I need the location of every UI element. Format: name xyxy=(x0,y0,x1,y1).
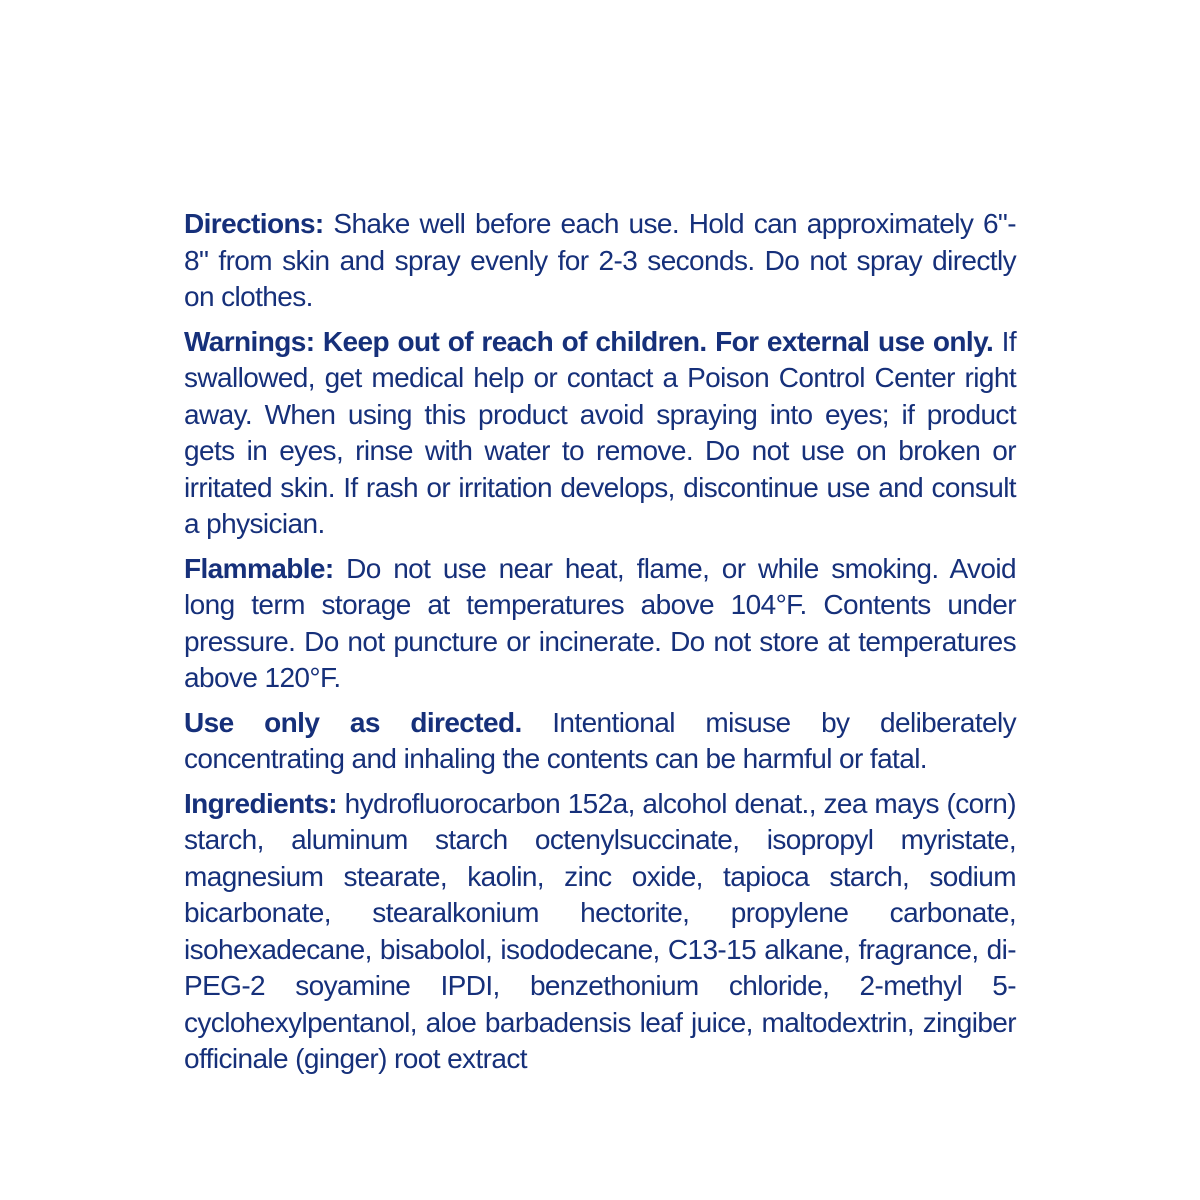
ingredients-heading: Ingredients: xyxy=(184,787,338,819)
ingredients-text: hydrofluorocarbon 152a, alcohol denat., zea mays (corn) starch, aluminum starch octenylsuccinate, isopropyl myristate, magnesium stearate, kaolin, zinc oxide, tapioca starch, sodium bicarbonate, stearalkonium hectorite, propylene carbonate, isohexadecane, bisabolol, isododecane, C13-15 alkane, fragrance, di-PEG-2 soyamine IPDI, benzethonium chloride, 2-methyl 5-cyclohexylpentanol, aloe barbadensis leaf juice, maltodextrin, zingiber officinale (ginger) root extract xyxy=(184,787,1016,1074)
directions-text: Shake well before each use. Hold can approximately 6"- 8" from skin and spray evenly for 2-3 seconds. Do not spray directly on clothes. xyxy=(184,208,1016,312)
use-only-heading: Use only as directed. xyxy=(184,706,522,738)
warnings-heading: Warnings: Keep out of reach of children. For external use only. xyxy=(184,325,994,357)
use-only-section xyxy=(184,705,1016,778)
ingredients-section xyxy=(184,786,1016,1078)
flammable-heading: Flammable: xyxy=(184,552,334,584)
directions-heading: Directions: xyxy=(184,208,324,239)
directions-section xyxy=(184,206,1016,316)
flammable-text: Do not use near heat, flame, or while smoking. Avoid long term storage at temperatures above 104°F. Contents under pressure. Do not puncture or incinerate. Do not store at temperatures above 120°F. xyxy=(184,552,1016,693)
flammable-section xyxy=(184,551,1016,697)
label-text-panel xyxy=(184,206,1016,1086)
warnings-text: If swallowed, get medical help or contact a Poison Control Center right away. When using this product avoid spraying into eyes; if product gets in eyes, rinse with water to remove. Do not use on broken or irritated skin. If rash or irritation develops, discontinue use and consult a physician. xyxy=(184,325,1016,539)
warnings-section xyxy=(184,324,1016,543)
use-only-text: Intentional misuse by deliberately concentrating and inhaling the contents can be harmful or fatal. xyxy=(184,706,1016,774)
